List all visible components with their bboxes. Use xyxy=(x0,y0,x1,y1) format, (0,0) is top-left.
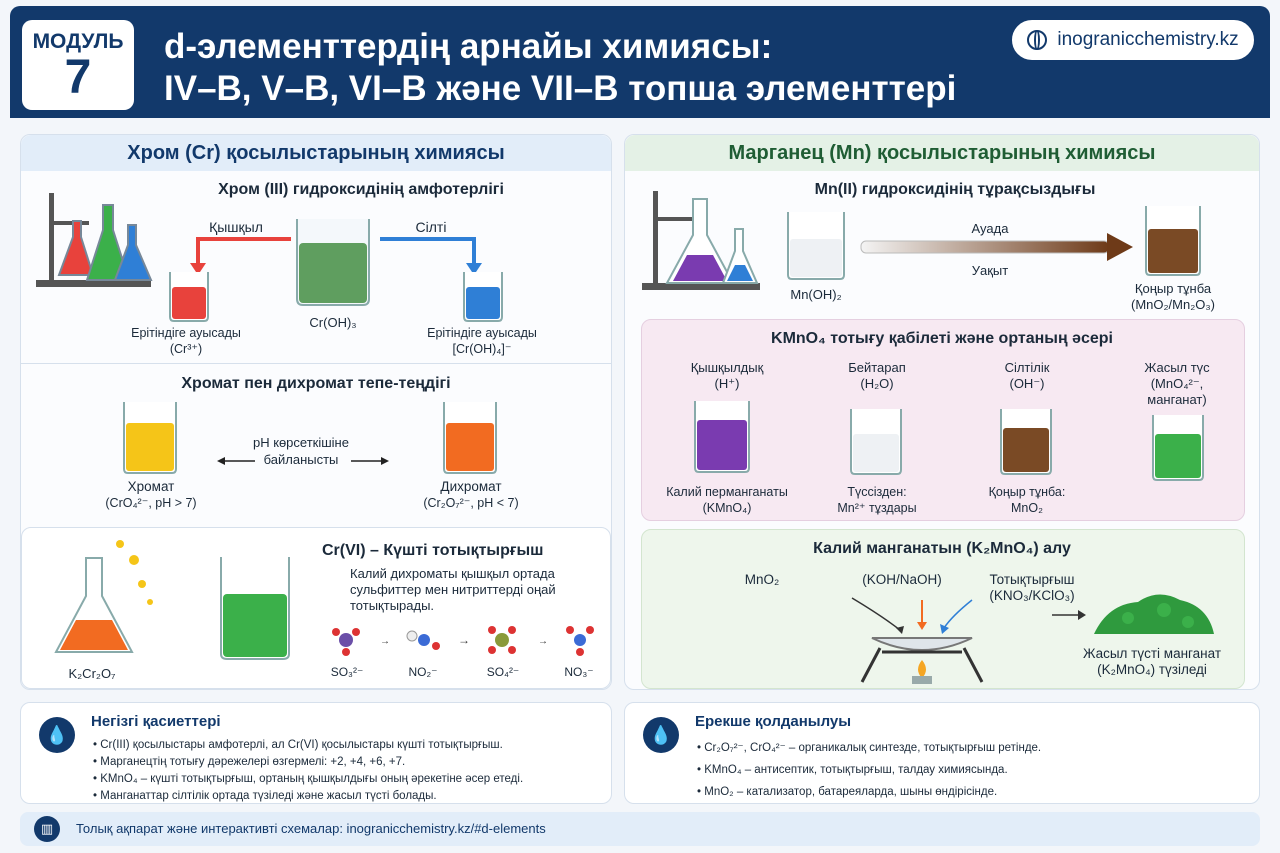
title-line-1: d-элементтердің арнайы химиясы: xyxy=(164,27,773,66)
medium-neutral-result-2: Mn²⁺ тұздары xyxy=(837,501,917,515)
manganese-panel-title: Марганец (Mn) қосылыстарының химиясы xyxy=(625,135,1259,171)
ion-no3: NO₃⁻ xyxy=(564,665,594,679)
brown-beaker xyxy=(998,406,1054,476)
dichromate-flask xyxy=(46,536,156,656)
module-badge xyxy=(22,20,134,110)
chromium-panel-title: Хром (Cr) қосылыстарының химиясы xyxy=(21,135,611,171)
title-line-2: IV–B, V–B, VI–B және VII–B топша элементтері xyxy=(164,69,957,108)
medium-acid-name: Қышқылдық xyxy=(690,360,764,375)
footer-link[interactable]: Толық ақпарат және интерактивті схемалар: inogranicchemistry.kz/#d-elements xyxy=(76,821,546,836)
cr3-label-1: Ерітіндіге ауысады xyxy=(131,326,241,340)
k2cr2o7-label: K₂Cr₂O₇ xyxy=(68,666,116,681)
mno2-label: MnO₂ xyxy=(744,572,780,587)
medium-alkaline-result-1: Қоңыр тұнба: xyxy=(988,485,1066,499)
list-item: • KMnO₄ – антисептик, тотықтырғыш, талдау химиясында. xyxy=(697,759,1041,781)
lab-stand-purple-illustration xyxy=(637,185,767,293)
dichromate-beaker xyxy=(441,399,499,475)
chromate-beaker xyxy=(121,399,179,475)
cr-oh3-beaker xyxy=(293,215,373,307)
uses-title: Ерекше қолданылуы xyxy=(695,713,852,730)
green-solution-beaker xyxy=(218,554,292,662)
air-label: Ауада xyxy=(971,221,1009,236)
list-item: • Cr(III) қосылыстары амфотерлі, ал Cr(VI) қосылыстары күшті тотықтырғыш. xyxy=(93,737,523,754)
properties-box xyxy=(20,702,612,804)
drop-icon: 💧 xyxy=(39,717,75,753)
ion-so3: SO₃²⁻ xyxy=(330,665,364,679)
lab-stand-illustration xyxy=(31,185,161,290)
svg-text:→: → xyxy=(458,633,470,647)
kmno4-title: KMnO₄ тотығу қабілеті және ортаның әсері xyxy=(771,330,1113,347)
brown-precipitate-beaker xyxy=(1143,203,1203,277)
time-label: Уақыт xyxy=(971,263,1009,278)
oxidant-label-1: Тотықтырғыш xyxy=(989,572,1075,587)
properties-title: Негізгі қасиеттері xyxy=(91,713,221,730)
heating-dish-illustration xyxy=(822,586,1022,686)
equilibrium-arrows xyxy=(215,455,395,467)
module-label: МОДУЛЬ xyxy=(32,30,124,53)
air-time-arrow xyxy=(859,233,1139,261)
dichromate-formula: (Cr₂O₇²⁻, pH < 7) xyxy=(423,496,519,510)
brown-label-1: Қоңыр тұнба xyxy=(1134,281,1212,296)
medium-neutral-name: Бейтарап xyxy=(848,360,906,375)
colorless-beaker xyxy=(848,406,904,476)
dichromate-label: Дихромат xyxy=(440,479,502,494)
medium-alkaline-result-2: MnO₂ xyxy=(1011,501,1043,515)
medium-green-name: Жасыл түс xyxy=(1144,360,1210,375)
uses-list xyxy=(697,737,1041,803)
medium-alkaline-ion: (OH⁻) xyxy=(1009,376,1045,391)
medium-acid-ion: (H⁺) xyxy=(714,376,740,391)
medium-green-ion-2: манганат) xyxy=(1147,392,1207,407)
divider xyxy=(21,363,611,364)
globe-icon xyxy=(1027,30,1047,50)
ion-reaction-molecules xyxy=(332,624,602,664)
list-item: • Манганаттар сілтілік ортада түзіледі және жасыл түсті болады. xyxy=(93,788,523,805)
book-icon: ▥ xyxy=(34,816,60,842)
manganate-title: Калий манганатын (K₂MnO₄) алу xyxy=(813,540,1071,557)
kmno4-card xyxy=(641,319,1245,521)
cr3-beaker xyxy=(167,269,211,323)
oxidizer-text-2: сульфиттер мен нитриттерді оңай xyxy=(350,582,556,597)
oxidizer-card xyxy=(21,527,611,689)
green-manganate-label-1: Жасыл түсті манганат xyxy=(1082,646,1222,661)
chromate-formula: (CrO₄²⁻, pH > 7) xyxy=(105,496,197,510)
green-manganate-label-2: (K₂MnO₄) түзіледі xyxy=(1097,662,1207,677)
mn-oh2-beaker xyxy=(785,209,847,281)
drop-icon: 💧 xyxy=(643,717,679,753)
cr-oh4-label-2: [Cr(OH)₄]⁻ xyxy=(452,342,512,356)
svg-text:→: → xyxy=(380,636,390,647)
green-beaker xyxy=(1150,412,1206,482)
base-label: Сілті xyxy=(415,219,447,235)
chromium-panel xyxy=(20,134,612,690)
equilibrium-title: Хромат пен дихромат тепе-теңдігі xyxy=(181,375,451,392)
medium-green-ion: (MnO₄²⁻, xyxy=(1150,376,1204,391)
page-title xyxy=(164,26,956,110)
koh-label: (KOH/NaOH) xyxy=(862,572,942,587)
oxidant-label-2: (KNO₃/KClO₃) xyxy=(989,588,1075,603)
purple-beaker xyxy=(692,398,752,474)
footer-bar xyxy=(20,812,1260,846)
medium-neutral-result-1: Түссізден: xyxy=(847,485,907,499)
ph-label-1: pH көрсеткішіне xyxy=(253,435,349,450)
manganate-card xyxy=(641,529,1245,689)
list-item: • KMnO₄ – күшті тотықтырғыш, ортаның қышқылдығы оның әрекетіне әсер етеді. xyxy=(93,771,523,788)
module-number: 7 xyxy=(64,51,92,104)
cr-oh4-beaker xyxy=(461,269,505,323)
brown-label-2: (MnO₂/Mn₂O₃) xyxy=(1131,297,1215,312)
ion-so4: SO₄²⁻ xyxy=(486,665,520,679)
list-item: • Cr₂O₇²⁻, CrO₄²⁻ – органикалық синтезде, тотықтырғыш ретінде. xyxy=(697,737,1041,759)
oxidizer-title: Cr(VI) – Күшті тотықтырғыш xyxy=(322,542,544,559)
website-text: inogranicchemistry.kz xyxy=(1057,29,1239,50)
medium-acid-result-2: (KMnO₄) xyxy=(702,501,752,515)
mn-oh2-label: Mn(OH)₂ xyxy=(790,287,842,302)
chromate-label: Хромат xyxy=(127,479,175,494)
oxidizer-text-1: Калий дихроматы қышқыл ортада xyxy=(350,566,555,581)
properties-list xyxy=(93,737,523,805)
cr-oh3-label: Cr(OH)₃ xyxy=(309,315,357,330)
ion-no2: NO₂⁻ xyxy=(408,665,438,679)
green-manganate-pile xyxy=(1088,584,1218,640)
acid-label: Қышқыл xyxy=(209,219,263,235)
header-banner xyxy=(10,6,1270,118)
instability-title: Mn(II) гидроксидінің тұрақсыздығы xyxy=(814,181,1096,198)
arrow-to-manganate xyxy=(1050,608,1090,622)
list-item: • MnO₂ – катализатор, батареяларда, шыны өндірісінде. xyxy=(697,781,1041,803)
uses-box xyxy=(624,702,1260,804)
cr-oh4-label-1: Ерітіндіге ауысады xyxy=(427,326,537,340)
medium-alkaline-name: Сілтілік xyxy=(1004,360,1050,375)
svg-text:→: → xyxy=(538,636,548,647)
manganese-panel xyxy=(624,134,1260,690)
ph-label-2: байланысты xyxy=(263,452,339,467)
website-link[interactable] xyxy=(1012,20,1254,60)
list-item: • Марганецтің тотығу дәрежелері өзгермелі: +2, +4, +6, +7. xyxy=(93,754,523,771)
oxidizer-text-3: тотықтырады. xyxy=(350,598,435,613)
cr3-label-2: (Cr³⁺) xyxy=(169,342,203,356)
medium-acid-result-1: Калий перманганаты xyxy=(666,485,788,499)
medium-neutral-ion: (H₂O) xyxy=(860,376,894,391)
amphoteric-title: Хром (III) гидроксидінің амфотерлігі xyxy=(218,181,504,198)
